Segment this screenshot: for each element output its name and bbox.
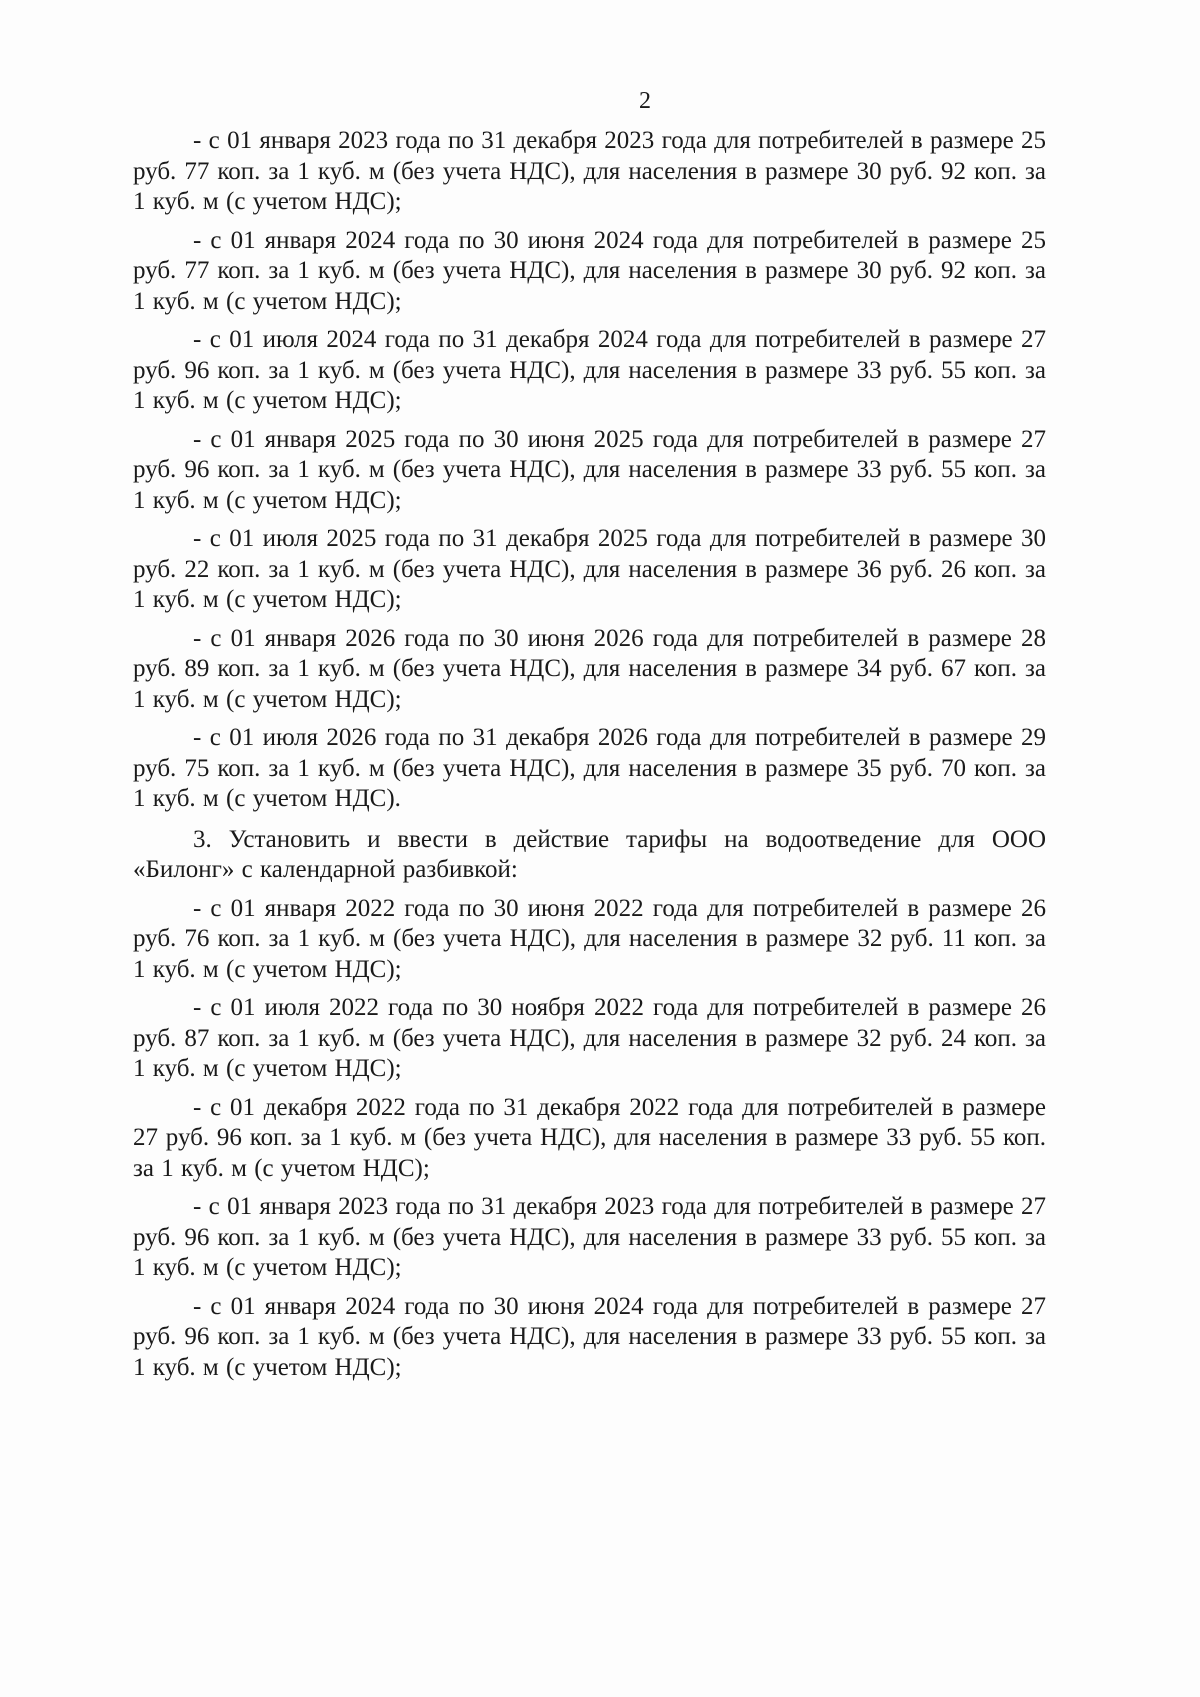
tariff-item: - с 01 июля 2024 года по 31 декабря 2024 года для потребителей в размере 27 руб. 96 коп. за 1 куб. м (без учета НДС), для населения в размере 33 руб. 55 коп. за 1 куб. м (с учетом НДС);: [133, 326, 1046, 414]
document-body: [133, 126, 1046, 1391]
tariff-item: - с 01 января 2024 года по 30 июня 2024 года для потребителей в размере 25 руб. 77 коп. за 1 куб. м (без учета НДС), для населения в размере 30 руб. 92 коп. за 1 куб. м (с учетом НДС);: [133, 226, 1046, 315]
tariff-item: - с 01 января 2024 года по 30 июня 2024 года для потребителей в размере 27 руб. 96 коп. за 1 куб. м (без учета НДС), для населения в размере 33 руб. 55 коп. за 1 куб. м (с учетом НДС);: [133, 1292, 1046, 1381]
tariff-item: - с 01 января 2025 года по 30 июня 2025 года для потребителей в размере 27 руб. 96 коп. за 1 куб. м (без учета НДС), для населения в размере 33 руб. 55 коп. за 1 куб. м (с учетом НДС);: [133, 425, 1046, 514]
tariff-item: - с 01 декабря 2022 года по 31 декабря 2022 года для потребителей в размере 27 руб. 96 коп. за 1 куб. м (без учета НДС), для населения в размере 33 руб. 55 коп. за 1 куб. м (с учетом НДС);: [133, 1093, 1046, 1182]
tariff-item: - с 01 июля 2025 года по 31 декабря 2025 года для потребителей в размере 30 руб. 22 коп. за 1 куб. м (без учета НДС), для населения в размере 36 руб. 26 коп. за 1 куб. м (с учетом НДС);: [133, 525, 1046, 613]
tariff-item: - с 01 июля 2022 года по 30 ноября 2022 года для потребителей в размере 26 руб. 87 коп. за 1 куб. м (без учета НДС), для населения в размере 32 руб. 24 коп. за 1 куб. м (с учетом НДС);: [133, 994, 1046, 1082]
section-heading-paragraph: 3. Установить и ввести в действие тарифы на водоотведение для ООО «Билонг» с календарной разбивкой:: [133, 825, 1046, 883]
tariff-item: - с 01 июля 2026 года по 31 декабря 2026 года для потребителей в размере 29 руб. 75 коп. за 1 куб. м (без учета НДС), для населения в размере 35 руб. 70 коп. за 1 куб. м (с учетом НДС).: [133, 724, 1046, 812]
tariff-item: - с 01 января 2023 года по 31 декабря 2023 года для потребителей в размере 27 руб. 96 коп. за 1 куб. м (без учета НДС), для населения в размере 33 руб. 55 коп. за 1 куб. м (с учетом НДС);: [133, 1193, 1046, 1281]
tariff-item: - с 01 января 2026 года по 30 июня 2026 года для потребителей в размере 28 руб. 89 коп. за 1 куб. м (без учета НДС), для населения в размере 34 руб. 67 коп. за 1 куб. м (с учетом НДС);: [133, 624, 1046, 713]
page-number: 2: [639, 88, 651, 114]
tariff-item: - с 01 января 2022 года по 30 июня 2022 года для потребителей в размере 26 руб. 76 коп. за 1 куб. м (без учета НДС), для населения в размере 32 руб. 11 коп. за 1 куб. м (с учетом НДС);: [133, 894, 1046, 983]
tariff-item: - с 01 января 2023 года по 31 декабря 2023 года для потребителей в размере 25 руб. 77 коп. за 1 куб. м (без учета НДС), для населения в размере 30 руб. 92 коп. за 1 куб. м (с учетом НДС);: [133, 127, 1046, 215]
